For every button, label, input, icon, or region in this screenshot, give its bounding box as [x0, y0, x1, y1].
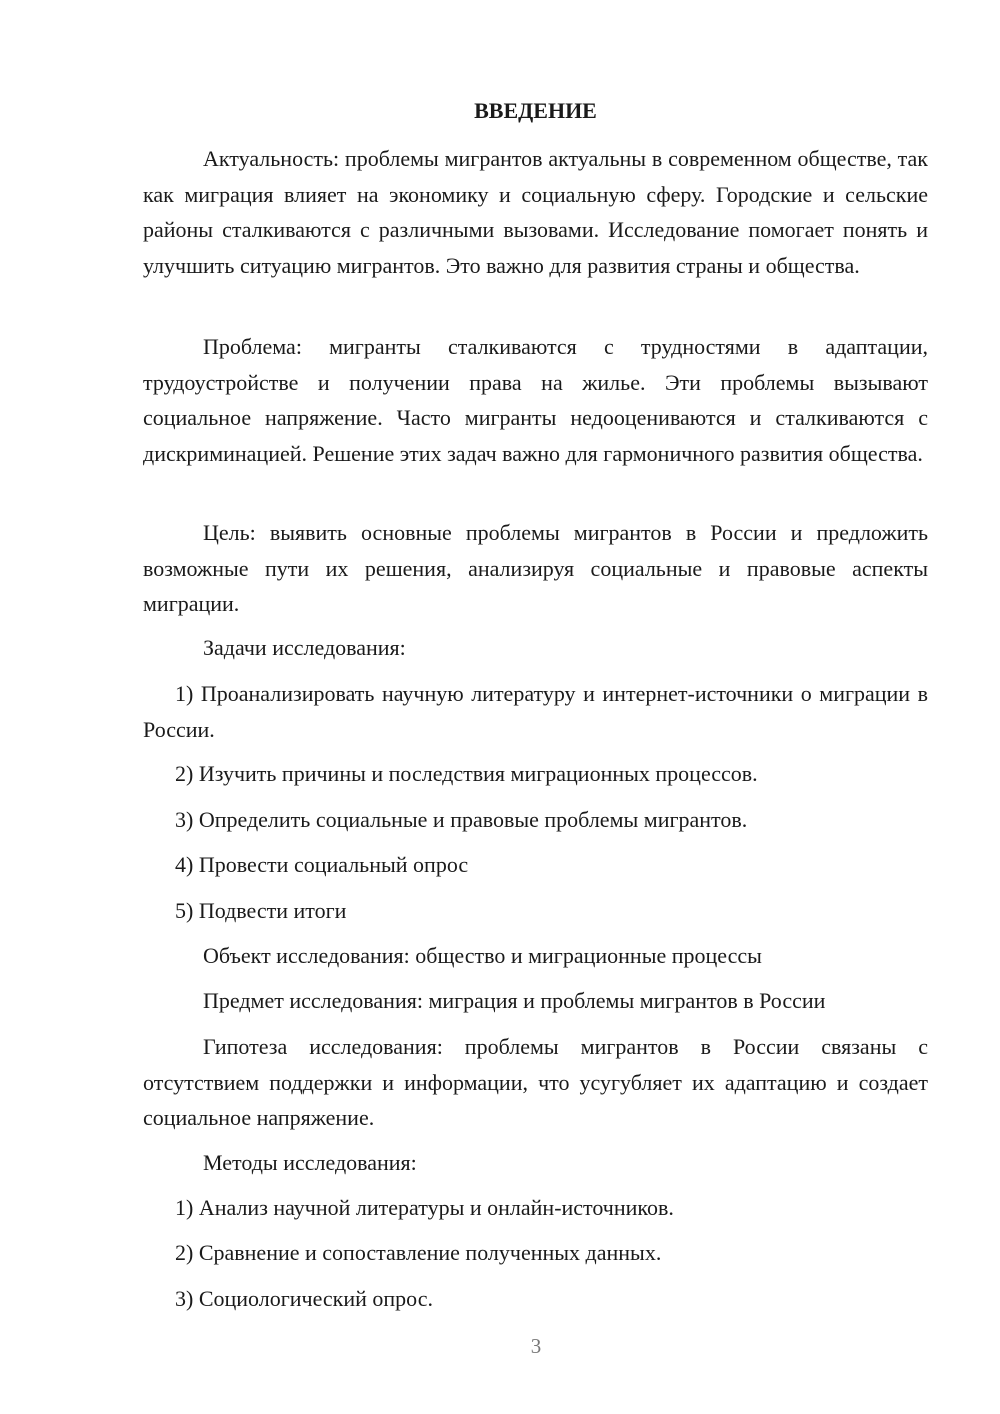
problem-paragraph: Проблема: мигранты сталкиваются с трудностями в адаптации, трудоустройстве и получении права на жилье. Эти проблемы вызывают социальное напряжение. Часто мигранты недооцениваются и сталкиваются с дискриминацией. Решение этих задач важно для гармоничного развития общества.: [143, 334, 928, 466]
page-number: 3: [530, 1334, 542, 1358]
subject-paragraph: Предмет исследования: миграция и проблемы мигрантов в России: [203, 988, 826, 1013]
task-item-5: 5) Подвести итоги: [175, 898, 347, 923]
task-item-2: 2) Изучить причины и последствия миграционных процессов.: [175, 761, 758, 786]
object-paragraph: Объект исследования: общество и миграционные процессы: [203, 943, 762, 968]
relevance-paragraph: Актуальность: проблемы мигрантов актуальны в современном обществе, так как миграция влияет на экономику и социальную сферу. Городские и сельские районы сталкиваются с различными вызовами. Исследование помогает понять и улучшить ситуацию мигрантов. Это важно для развития страны и общества.: [143, 146, 928, 278]
page-title: ВВЕДЕНИЕ: [474, 98, 597, 123]
method-item-2: 2) Сравнение и сопоставление полученных данных.: [175, 1240, 662, 1265]
method-item-3: 3) Социологический опрос.: [175, 1286, 433, 1311]
task-item-3: 3) Определить социальные и правовые проблемы мигрантов.: [175, 807, 748, 832]
task-item-1: 1) Проанализировать научную литературу и интернет-источники о миграции в России.: [143, 681, 928, 742]
tasks-title: Задачи исследования:: [203, 635, 406, 660]
task-item-4: 4) Провести социальный опрос: [175, 852, 469, 877]
hypothesis-paragraph: Гипотеза исследования: проблемы мигрантов в России связаны с отсутствием поддержки и информации, что усугубляет их адаптацию и создает социальное напряжение.: [143, 1034, 928, 1130]
method-item-1: 1) Анализ научной литературы и онлайн-источников.: [175, 1195, 674, 1220]
methods-title: Методы исследования:: [203, 1150, 417, 1175]
goal-paragraph: Цель: выявить основные проблемы мигрантов в России и предложить возможные пути их решения, анализируя социальные и правовые аспекты миграции.: [143, 520, 928, 616]
